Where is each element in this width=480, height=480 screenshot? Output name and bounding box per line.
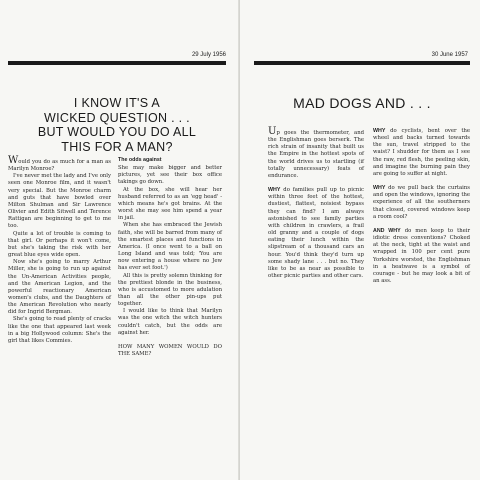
- paragraph: She may make bigger and better pictures, yet see their box office takings go down.: [118, 165, 222, 186]
- article-date: 30 June 1957: [431, 52, 468, 58]
- headline-line: I KNOW IT'S A: [73, 96, 161, 110]
- text-column-2: [373, 128, 470, 285]
- paragraph: Up goes the thermometer, and the Englishman goes berserk. The rich strain of insanity that built us the Empire in the hottest spots of the world drives us to startling (if totally unnecessary) feats of endurance.: [268, 126, 364, 179]
- paragraph: When she has embraced the Jewish faith, she will be barred from many of the smartest places and functions in America. (I once went to a ball on Long Island and was told; 'You are now entering a house where no Jew has ever set foot.'): [118, 222, 222, 272]
- header-rule: [254, 61, 470, 65]
- question-lead: WHY: [373, 185, 386, 192]
- question-paragraph: WHY do we pull back the curtains and open the windows, ignoring the experience of all the southerners that closed, covered windows keep a room cool?: [373, 185, 470, 220]
- right-page: [240, 0, 480, 480]
- article-date: 29 July 1956: [191, 52, 226, 58]
- headline-line: THIS FOR A MAN?: [61, 139, 173, 154]
- question-paragraph: WHY do families pull up to picnic within three feet of the hottest, dustiest, flattest, noisiest bypass they can find? I am always astonished to see family parties with children in crawlers, a frail old granny and a couple of dogs eating their lunch within the slipstream of a thousand cars an hour. You'd think they'd turn up some shady lane . . . but no. They like to be as near as possible to other picnic parties and other cars.: [268, 187, 365, 279]
- question-lead: WHY: [373, 128, 386, 134]
- text-column-1: [268, 128, 364, 280]
- paragraph: Quite a lot of trouble is coming to that girl. Or perhaps it won't come, but she's taking the risk with her great blue eyes wide open.: [8, 230, 111, 259]
- text-column-2: [118, 157, 222, 358]
- header-rule: [8, 61, 226, 65]
- paragraph: All this is pretty solemn thinking for the prettiest blonde in the business, who is accustomed to more adulation than all the other pin-ups put together.: [118, 272, 222, 308]
- paragraph: At the box, she will hear her husband referred to as an 'egg head' - which means he's got brains. At the worst she may see him spend a year in jail.: [118, 186, 222, 222]
- question-lead: WHY: [268, 187, 281, 194]
- paragraph: I've never met the lady and I've only seen one Monroe film, and it wasn't very special. But the Monroe charm and guts that have bowled over Milton Shulman and Sir Lawrence Olivier and Edith Sitwell and Terence Rattigan are beginning to get to me too.: [8, 173, 111, 230]
- headline-line: BUT WOULD YOU DO ALL: [37, 125, 197, 139]
- subheading: The odds against: [118, 157, 162, 163]
- paragraph: Would you do as much for a man as Marilyn Monroe?: [8, 155, 111, 173]
- headline-line: WICKED QUESTION . . .: [44, 110, 190, 125]
- paragraph: She's going to read plenty of cracks like the one that appeared last week in a big Hollywood column: She's the girl that likes Commies.: [8, 316, 111, 344]
- question-paragraph: AND WHY do men keep to their idiotic dress conventions? Choked at the neck, tight at the waist and wrapped in 100 per cent pure Yorkshire worsted, the Englishman in a heatwave is a symbol of courage - but he may look a bit of an ass.: [373, 227, 471, 284]
- article-headline: [8, 96, 226, 154]
- closing-line: HOW MANY WOMEN WOULD DO THE SAME?: [118, 343, 222, 358]
- text-column-1: [8, 157, 111, 345]
- article-headline: MAD DOGS AND . . .: [293, 95, 431, 111]
- drop-cap: U: [268, 126, 277, 137]
- question-lead: AND WHY: [373, 227, 401, 234]
- paragraph: I would like to think that Marilyn was the one witch the witch hunters couldn't catch, but the odds are against her.: [118, 308, 222, 336]
- drop-cap: W: [8, 155, 19, 166]
- question-paragraph: WHY do cyclists, bent over the wheel and backs turned towards the sun, travel stripped to the waist? I shudder for them as I see the raw, red flesh, the peeling skin, and imagine the burning pain they are going to suffer at night.: [373, 128, 470, 177]
- paragraph: Now she's going to marry Arthur Miller, she is going to run up against the Un-American Activities people, and the American Legion, and the powerful reactionary American women's clubs, and the Daughters of the American Revolution who nearly did for Ingrid Bergman.: [8, 259, 111, 316]
